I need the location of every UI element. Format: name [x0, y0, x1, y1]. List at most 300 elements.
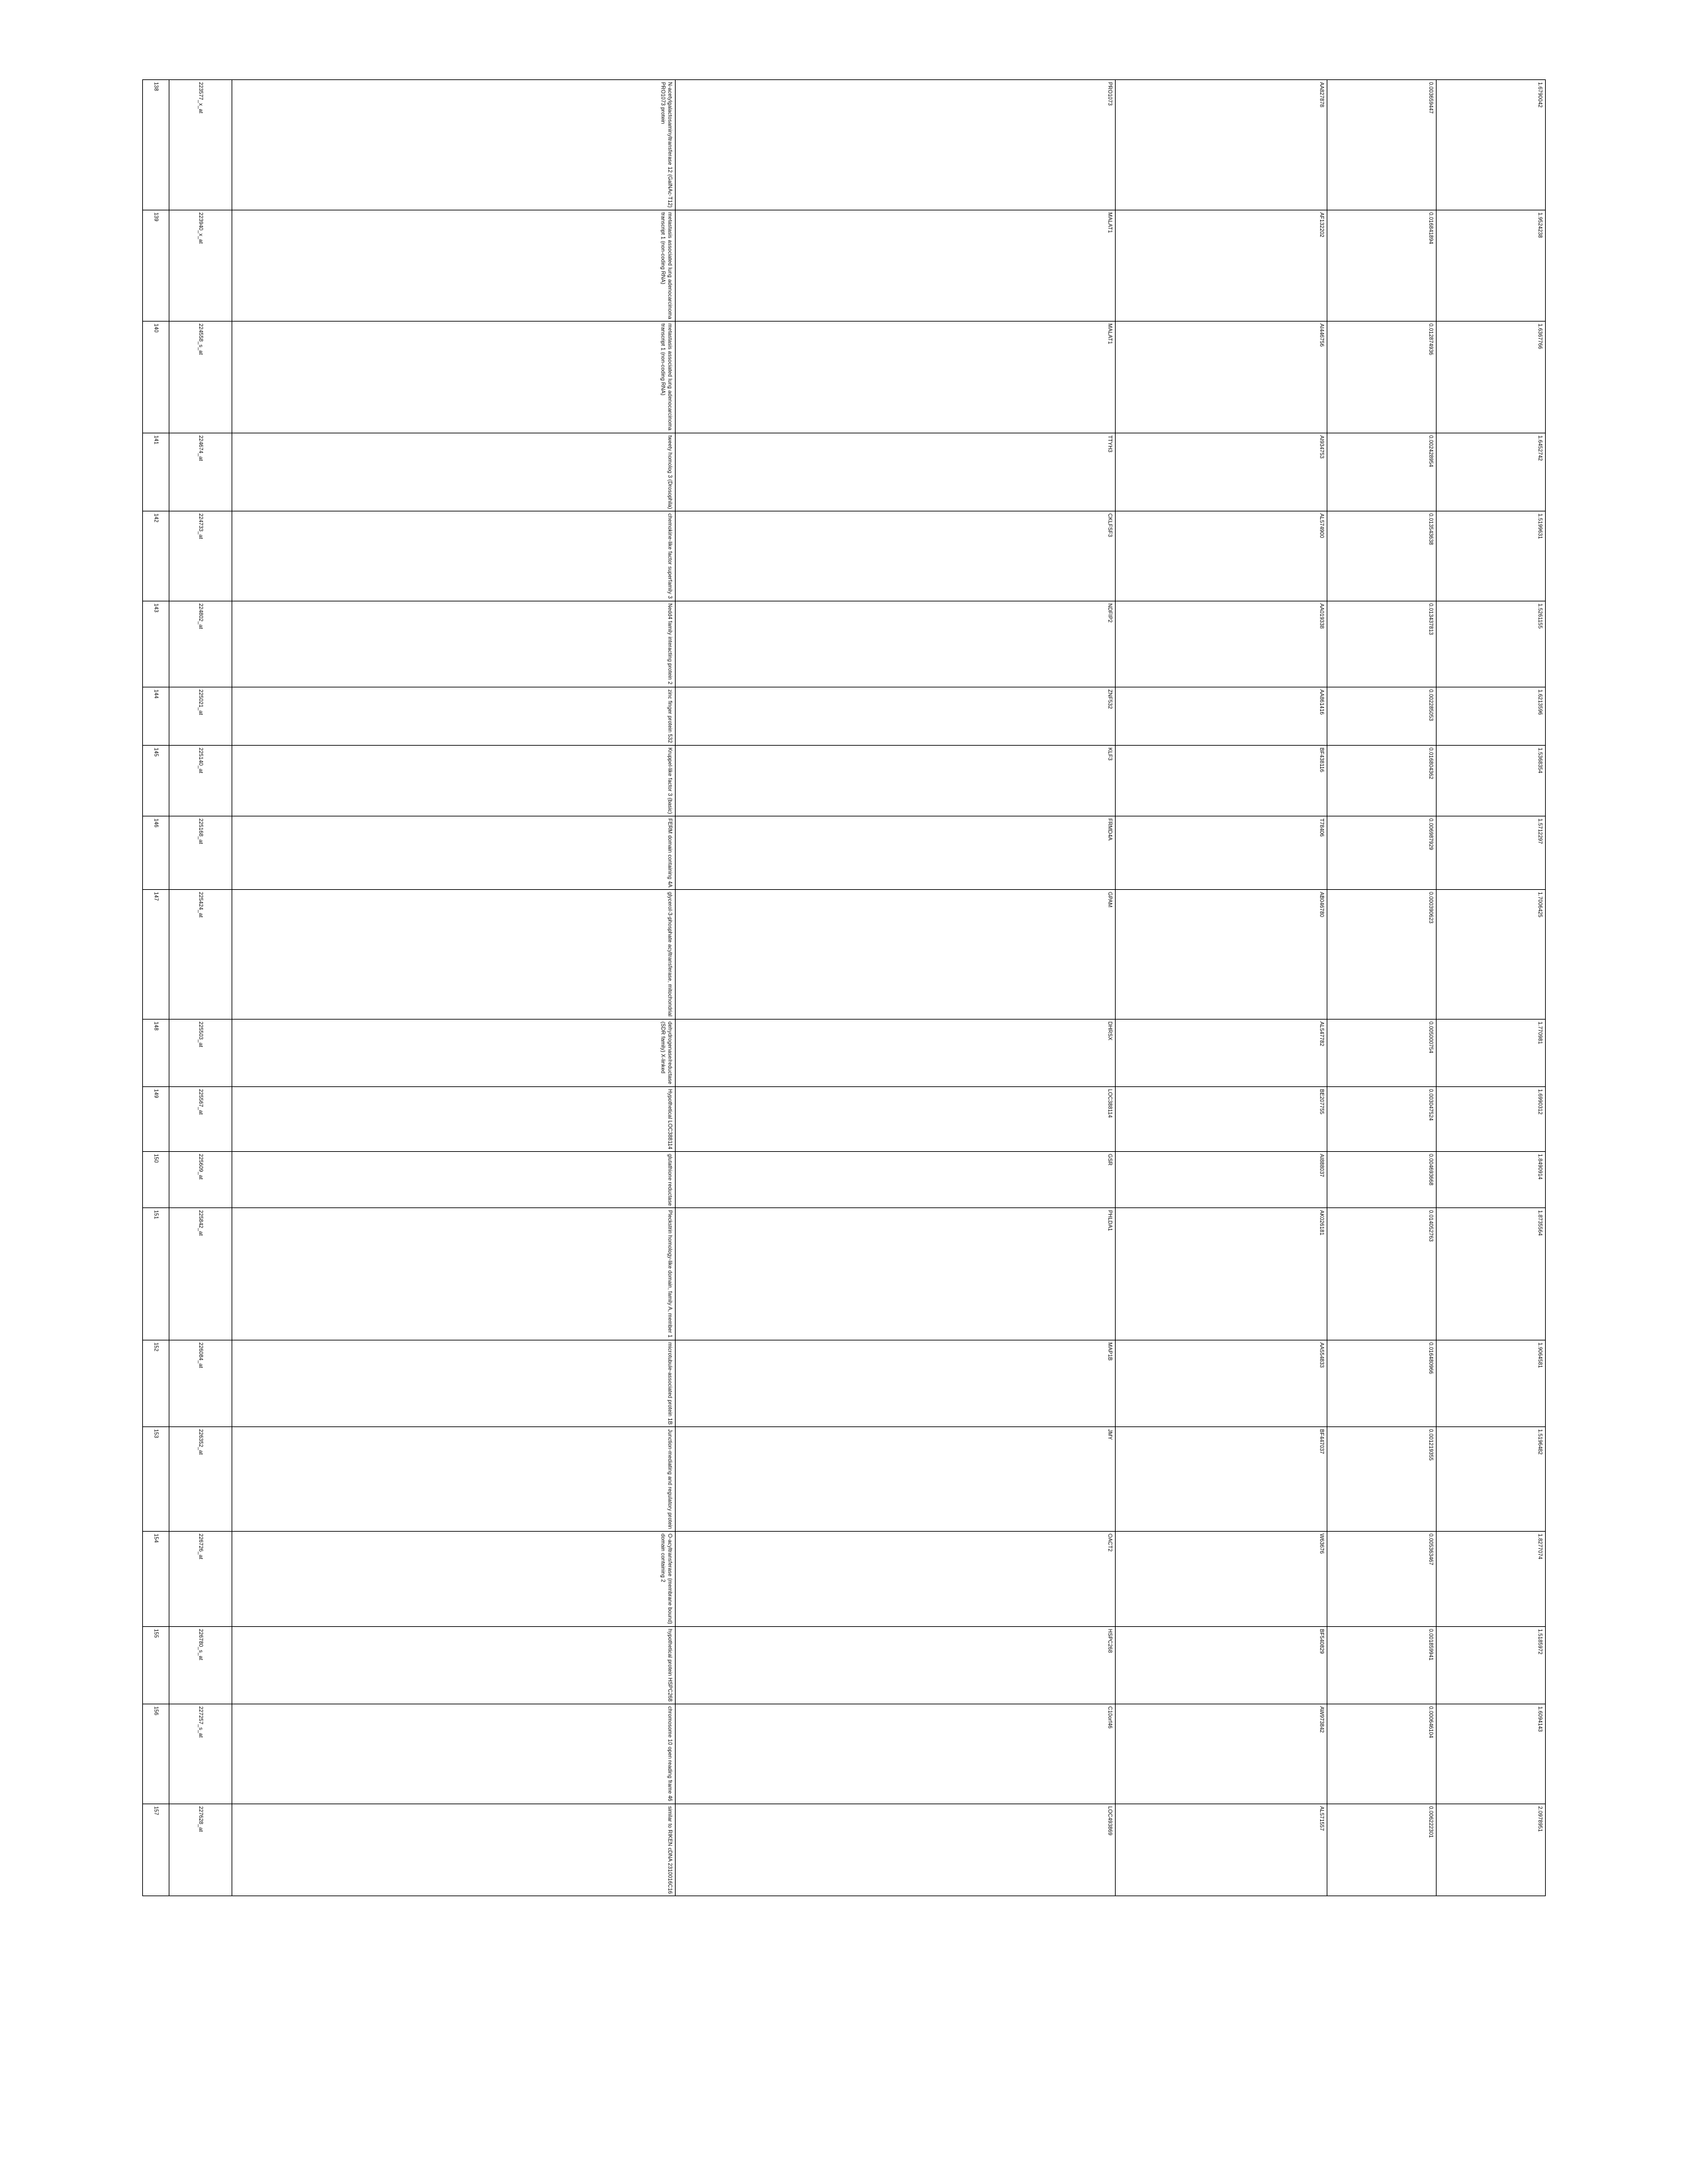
gene-symbol-text: MAP1B — [1107, 1342, 1113, 1361]
row-number-text: 154 — [153, 1534, 159, 1544]
probe-set-id-text: 225021_at — [198, 689, 204, 715]
probe-set-id-text: 223940_x_at — [198, 212, 204, 244]
accession-text: T78406 — [1319, 818, 1325, 837]
gene-symbol-text: GSR — [1107, 1153, 1113, 1166]
accession-text: BF438116 — [1319, 747, 1325, 772]
row-number-text: 143 — [153, 603, 159, 613]
table-row — [143, 1208, 1546, 1340]
cell-gene-description — [232, 433, 676, 511]
cell-gene-symbol — [676, 1086, 1116, 1151]
accession-text: AA019338 — [1319, 603, 1325, 629]
gene-symbol-text: KLF3 — [1107, 747, 1113, 761]
cell-row-number — [143, 745, 169, 816]
cell-p-value — [1327, 1532, 1437, 1627]
cell-probe-set-id — [169, 1151, 232, 1208]
fold-change-text: 1.7006425 — [1537, 892, 1543, 918]
cell-accession — [1116, 80, 1327, 210]
cell-row-number — [143, 1704, 169, 1804]
table-row — [143, 1019, 1546, 1086]
cell-fold-change — [1437, 511, 1546, 601]
cell-gene-description — [232, 890, 676, 1019]
gene-description-text: glycerol-3-phosphate acyltransferase, mitochondrial — [667, 892, 673, 1017]
cell-fold-change — [1437, 80, 1546, 210]
cell-p-value — [1327, 687, 1437, 745]
accession-text: AI934753 — [1319, 435, 1325, 459]
fold-change-text: 1.6213596 — [1537, 689, 1543, 715]
cell-p-value — [1327, 1627, 1437, 1704]
probe-set-id-text: 226352_at — [198, 1429, 204, 1455]
row-number-text: 152 — [153, 1342, 159, 1352]
cell-row-number — [143, 1208, 169, 1340]
cell-gene-description — [232, 1019, 676, 1086]
p-value-text: 0.005000754 — [1428, 1021, 1434, 1053]
fold-change-text: 1.6990312 — [1537, 1088, 1543, 1115]
cell-gene-symbol — [676, 1704, 1116, 1804]
probe-set-id-text: 227257_s_at — [198, 1706, 204, 1738]
cell-row-number — [143, 1427, 169, 1532]
cell-fold-change — [1437, 322, 1546, 433]
accession-text: AF132202 — [1319, 212, 1325, 238]
accession-text: BF447037 — [1319, 1429, 1325, 1454]
table-row — [143, 745, 1546, 816]
cell-p-value — [1327, 890, 1437, 1019]
cell-gene-description — [232, 601, 676, 687]
cell-fold-change — [1437, 816, 1546, 890]
probe-set-id-text: 226780_s_at — [198, 1629, 204, 1661]
cell-probe-set-id — [169, 1340, 232, 1426]
p-value-text: 0.012874936 — [1428, 324, 1434, 356]
cell-row-number — [143, 511, 169, 601]
cell-p-value — [1327, 1086, 1437, 1151]
row-number-text: 139 — [153, 212, 159, 222]
cell-row-number — [143, 1151, 169, 1208]
gene-description-text: chemokine-like factor superfamily 3 — [667, 513, 673, 599]
cell-row-number — [143, 80, 169, 210]
row-number-text: 144 — [153, 689, 159, 699]
accession-text: AL571557 — [1319, 1806, 1325, 1831]
accession-text: AL547782 — [1319, 1021, 1325, 1047]
table-row — [143, 1151, 1546, 1208]
gene-symbol-text: GPAM — [1107, 892, 1113, 908]
accession-text: AL574900 — [1319, 513, 1325, 539]
probe-set-id-text: 224558_s_at — [198, 324, 204, 355]
fold-change-text: 1.9524238 — [1537, 212, 1543, 238]
cell-probe-set-id — [169, 322, 232, 433]
cell-gene-symbol — [676, 1208, 1116, 1340]
cell-row-number — [143, 433, 169, 511]
cell-accession — [1116, 1208, 1327, 1340]
cell-fold-change — [1437, 687, 1546, 745]
cell-p-value — [1327, 1151, 1437, 1208]
fold-change-text: 1.5196482 — [1537, 1429, 1543, 1455]
gene-description-text: Pleckstrin homology-like domain, family A, member 1 — [667, 1210, 673, 1338]
gene-expression-table — [142, 79, 1546, 1896]
cell-probe-set-id — [169, 511, 232, 601]
gene-description-text: O-acyltransferase (membrane bound) domain containing 2 — [660, 1534, 673, 1625]
row-number-text: 157 — [153, 1806, 159, 1815]
cell-accession — [1116, 601, 1327, 687]
p-value-text: 0.002428954 — [1428, 435, 1434, 467]
gene-symbol-text: HSPC268 — [1107, 1629, 1113, 1653]
cell-probe-set-id — [169, 745, 232, 816]
table-row — [143, 687, 1546, 745]
cell-row-number — [143, 816, 169, 890]
cell-gene-symbol — [676, 601, 1116, 687]
cell-accession — [1116, 1019, 1327, 1086]
cell-gene-symbol — [676, 322, 1116, 433]
table-row — [143, 1427, 1546, 1532]
gene-table-body — [143, 80, 1546, 1896]
cell-p-value — [1327, 322, 1437, 433]
accession-text: AB046780 — [1319, 892, 1325, 918]
gene-description-text: dehydrogenase/reductase (SDR family) X-linked — [660, 1021, 673, 1084]
gene-symbol-text: JMY — [1107, 1429, 1113, 1440]
cell-gene-symbol — [676, 1427, 1116, 1532]
gene-description-text: FERM domain containing 4A — [667, 818, 673, 888]
p-value-text: 0.001859941 — [1428, 1629, 1434, 1661]
p-value-text: 0.014052763 — [1428, 1210, 1434, 1242]
accession-text: AA861416 — [1319, 689, 1325, 715]
gene-symbol-text: LOC493869 — [1107, 1806, 1113, 1835]
cell-accession — [1116, 210, 1327, 322]
table-row — [143, 601, 1546, 687]
row-number-text: 150 — [153, 1153, 159, 1163]
gene-description-text: glutathione reductase — [667, 1153, 673, 1206]
cell-row-number — [143, 322, 169, 433]
gene-symbol-text: MALAT1 — [1107, 324, 1113, 345]
probe-set-id-text: 225503_at — [198, 1021, 204, 1047]
gene-symbol-text: NDFIP2 — [1107, 603, 1113, 623]
gene-description-text: tweety homolog 3 (Drosophila) — [667, 435, 673, 509]
fold-change-text: 1.5261155 — [1537, 603, 1543, 629]
p-value-text: 0.003047524 — [1428, 1088, 1434, 1121]
cell-p-value — [1327, 1704, 1437, 1804]
gene-symbol-text: CKLFSF3 — [1107, 513, 1113, 538]
cell-fold-change — [1437, 1532, 1546, 1627]
cell-accession — [1116, 890, 1327, 1019]
cell-fold-change — [1437, 433, 1546, 511]
probe-set-id-text: 225842_at — [198, 1210, 204, 1236]
probe-set-id-text: 226084_at — [198, 1342, 204, 1368]
cell-p-value — [1327, 511, 1437, 601]
cell-gene-description — [232, 1086, 676, 1151]
cell-accession — [1116, 745, 1327, 816]
gene-description-text: Hypothetical LOC388114 — [667, 1088, 673, 1149]
cell-probe-set-id — [169, 1208, 232, 1340]
cell-fold-change — [1437, 1627, 1546, 1704]
cell-fold-change — [1437, 1704, 1546, 1804]
table-row — [143, 1340, 1546, 1426]
p-value-text: 0.013543638 — [1428, 513, 1434, 546]
table-row — [143, 511, 1546, 601]
table-row — [143, 1627, 1546, 1704]
gene-description-text: chromosome 10 open reading frame 46 — [667, 1706, 673, 1802]
row-number-text: 155 — [153, 1629, 159, 1638]
p-value-text: 0.001219355 — [1428, 1429, 1434, 1461]
p-value-text: 0.016480966 — [1428, 1342, 1434, 1374]
gene-description-text: similar to RIKEN cDNA 2310016C16 — [667, 1806, 673, 1894]
cell-p-value — [1327, 210, 1437, 322]
gene-description-text: metastasis associated lung adenocarcinoma transcript 1 (non-coding RNA) — [660, 324, 673, 431]
gene-symbol-text: OACT2 — [1107, 1534, 1113, 1552]
cell-gene-symbol — [676, 687, 1116, 745]
p-value-text: 0.000390623 — [1428, 892, 1434, 924]
gene-description-text: Nedd4 family interacting protein 2 — [667, 603, 673, 685]
cell-gene-description — [232, 1704, 676, 1804]
probe-set-id-text: 225424_at — [198, 892, 204, 918]
cell-gene-description — [232, 745, 676, 816]
cell-gene-description — [232, 1627, 676, 1704]
cell-probe-set-id — [169, 1019, 232, 1086]
p-value-text: 0.006222301 — [1428, 1806, 1434, 1838]
cell-row-number — [143, 601, 169, 687]
gene-description-text: N-acetylgalactosaminyltransferase 12 (GalNAc-T12) PRO1073 protein — [660, 82, 673, 208]
gene-symbol-text: MALAT1 — [1107, 212, 1113, 233]
cell-probe-set-id — [169, 1704, 232, 1804]
cell-probe-set-id — [169, 1804, 232, 1896]
probe-set-id-text: 227628_at — [198, 1806, 204, 1832]
row-number-text: 140 — [153, 324, 159, 333]
cell-probe-set-id — [169, 1532, 232, 1627]
gene-symbol-text: ZNF532 — [1107, 689, 1113, 709]
gene-description-text: hypothetical protein HSPC268 — [667, 1629, 673, 1702]
fold-change-text: 1.770981 — [1537, 1021, 1543, 1044]
cell-probe-set-id — [169, 80, 232, 210]
cell-fold-change — [1437, 1208, 1546, 1340]
table-row — [143, 1704, 1546, 1804]
probe-set-id-text: 226726_at — [198, 1534, 204, 1560]
fold-change-text: 1.8277074 — [1537, 1534, 1543, 1560]
cell-gene-symbol — [676, 745, 1116, 816]
cell-gene-symbol — [676, 890, 1116, 1019]
cell-gene-symbol — [676, 1804, 1116, 1896]
cell-probe-set-id — [169, 601, 232, 687]
table-row — [143, 1804, 1546, 1896]
gene-description-text: Kruppel-like factor 3 (basic) — [667, 747, 673, 814]
cell-gene-description — [232, 1340, 676, 1426]
cell-p-value — [1327, 1804, 1437, 1896]
cell-p-value — [1327, 1208, 1437, 1340]
cell-p-value — [1327, 1427, 1437, 1532]
gene-symbol-text: FRMD4A — [1107, 818, 1113, 841]
fold-change-text: 1.5368354 — [1537, 747, 1543, 773]
cell-row-number — [143, 1804, 169, 1896]
row-number-text: 156 — [153, 1706, 159, 1716]
cell-gene-description — [232, 816, 676, 890]
probe-set-id-text: 224674_at — [198, 435, 204, 461]
table-row — [143, 1532, 1546, 1627]
cell-accession — [1116, 816, 1327, 890]
cell-probe-set-id — [169, 1427, 232, 1532]
accession-text: AK026181 — [1319, 1210, 1325, 1236]
cell-p-value — [1327, 1340, 1437, 1426]
cell-fold-change — [1437, 1340, 1546, 1426]
cell-accession — [1116, 322, 1327, 433]
cell-probe-set-id — [169, 890, 232, 1019]
cell-fold-change — [1437, 1427, 1546, 1532]
accession-text: AI888037 — [1319, 1153, 1325, 1177]
cell-gene-description — [232, 1427, 676, 1532]
probe-set-id-text: 224733_at — [198, 513, 204, 540]
cell-gene-symbol — [676, 210, 1116, 322]
cell-fold-change — [1437, 1086, 1546, 1151]
p-value-text: 0.016841894 — [1428, 212, 1434, 244]
cell-probe-set-id — [169, 433, 232, 511]
row-number-text: 142 — [153, 513, 159, 523]
gene-symbol-text: LOC388114 — [1107, 1088, 1113, 1117]
fold-change-text: 1.6367766 — [1537, 324, 1543, 350]
cell-gene-description — [232, 210, 676, 322]
probe-set-id-text: 225609_at — [198, 1153, 204, 1180]
accession-text: BE207755 — [1319, 1088, 1325, 1114]
cell-probe-set-id — [169, 210, 232, 322]
gene-symbol-text: TTYH3 — [1107, 435, 1113, 453]
cell-fold-change — [1437, 890, 1546, 1019]
gene-description-text: microtubule-associated protein 1B — [667, 1342, 673, 1425]
cell-fold-change — [1437, 745, 1546, 816]
cell-p-value — [1327, 80, 1437, 210]
cell-gene-symbol — [676, 80, 1116, 210]
row-number-text: 151 — [153, 1210, 159, 1219]
cell-gene-symbol — [676, 816, 1116, 890]
cell-gene-description — [232, 1804, 676, 1896]
table-row — [143, 816, 1546, 890]
row-number-text: 149 — [153, 1088, 159, 1098]
table-row — [143, 80, 1546, 210]
cell-gene-symbol — [676, 1532, 1116, 1627]
cell-row-number — [143, 1340, 169, 1426]
cell-gene-description — [232, 80, 676, 210]
p-value-text: 0.016804362 — [1428, 747, 1434, 779]
cell-gene-symbol — [676, 1627, 1116, 1704]
row-number-text: 138 — [153, 82, 159, 91]
cell-fold-change — [1437, 601, 1546, 687]
p-value-text: 0.000646104 — [1428, 1706, 1434, 1739]
cell-gene-symbol — [676, 511, 1116, 601]
cell-accession — [1116, 1151, 1327, 1208]
cell-accession — [1116, 433, 1327, 511]
p-value-text: 0.005363467 — [1428, 1534, 1434, 1566]
cell-gene-description — [232, 1532, 676, 1627]
row-number-text: 147 — [153, 892, 159, 902]
p-value-text: 0.006987929 — [1428, 818, 1434, 850]
cell-gene-description — [232, 687, 676, 745]
fold-change-text: 1.5185972 — [1537, 1629, 1543, 1655]
cell-gene-description — [232, 322, 676, 433]
cell-accession — [1116, 1086, 1327, 1151]
cell-gene-description — [232, 1151, 676, 1208]
p-value-text: 0.002285053 — [1428, 689, 1434, 721]
fold-change-text: 1.5712297 — [1537, 818, 1543, 844]
gene-symbol-text: PHLDA1 — [1107, 1210, 1113, 1231]
cell-accession — [1116, 1532, 1327, 1627]
accession-text: BF540829 — [1319, 1629, 1325, 1654]
cell-row-number — [143, 1086, 169, 1151]
gene-symbol-text: DHRSX — [1107, 1021, 1113, 1041]
cell-accession — [1116, 1427, 1327, 1532]
cell-p-value — [1327, 601, 1437, 687]
cell-probe-set-id — [169, 816, 232, 890]
cell-p-value — [1327, 433, 1437, 511]
fold-change-text: 1.6094143 — [1537, 1706, 1543, 1732]
probe-set-id-text: 225567_at — [198, 1088, 204, 1115]
accession-text: AA827878 — [1319, 82, 1325, 108]
cell-fold-change — [1437, 1151, 1546, 1208]
accession-text: AI446756 — [1319, 324, 1325, 347]
probe-set-id-text: 224802_at — [198, 603, 204, 629]
row-number-text: 141 — [153, 435, 159, 445]
cell-probe-set-id — [169, 1086, 232, 1151]
gene-description-text: zinc finger protein 532 — [667, 689, 673, 743]
cell-probe-set-id — [169, 687, 232, 745]
cell-gene-symbol — [676, 1340, 1116, 1426]
fold-change-text: 2.0978951 — [1537, 1806, 1543, 1832]
row-number-text: 146 — [153, 818, 159, 828]
cell-accession — [1116, 1340, 1327, 1426]
row-number-text: 153 — [153, 1429, 159, 1438]
gene-description-text: metastasis associated lung adenocarcinoma transcript 1 (non-coding RNA) — [660, 212, 673, 320]
accession-text: AW973842 — [1319, 1706, 1325, 1733]
p-value-text: 0.004693668 — [1428, 1153, 1434, 1186]
cell-probe-set-id — [169, 1627, 232, 1704]
cell-accession — [1116, 1804, 1327, 1896]
cell-row-number — [143, 1019, 169, 1086]
cell-fold-change — [1437, 1804, 1546, 1896]
cell-p-value — [1327, 816, 1437, 890]
cell-gene-symbol — [676, 433, 1116, 511]
fold-change-text: 1.9064581 — [1537, 1342, 1543, 1368]
cell-accession — [1116, 1704, 1327, 1804]
fold-change-text: 1.8490914 — [1537, 1153, 1543, 1180]
fold-change-text: 1.5199631 — [1537, 513, 1543, 540]
cell-accession — [1116, 687, 1327, 745]
cell-gene-symbol — [676, 1151, 1116, 1208]
accession-text: W63676 — [1319, 1534, 1325, 1554]
cell-gene-description — [232, 1208, 676, 1340]
cell-p-value — [1327, 1019, 1437, 1086]
cell-accession — [1116, 511, 1327, 601]
table-row — [143, 890, 1546, 1019]
gene-symbol-text: C10orf46 — [1107, 1706, 1113, 1729]
table-row — [143, 1086, 1546, 1151]
table-row — [143, 433, 1546, 511]
gene-description-text: Junction-mediating and regulatory protein — [667, 1429, 673, 1530]
cell-gene-description — [232, 511, 676, 601]
cell-row-number — [143, 687, 169, 745]
cell-fold-change — [1437, 210, 1546, 322]
cell-accession — [1116, 1627, 1327, 1704]
cell-fold-change — [1437, 1019, 1546, 1086]
cell-row-number — [143, 210, 169, 322]
row-number-text: 148 — [153, 1021, 159, 1031]
probe-set-id-text: 225168_at — [198, 818, 204, 844]
row-number-text: 145 — [153, 747, 159, 757]
fold-change-text: 1.6790042 — [1537, 82, 1543, 108]
table-row — [143, 210, 1546, 322]
cell-gene-symbol — [676, 1019, 1116, 1086]
cell-row-number — [143, 1532, 169, 1627]
p-value-text: 0.003659447 — [1428, 82, 1434, 114]
p-value-text: 0.013437813 — [1428, 603, 1434, 636]
cell-row-number — [143, 1627, 169, 1704]
probe-set-id-text: 223577_x_at — [198, 82, 204, 114]
fold-change-text: 1.8735564 — [1537, 1210, 1543, 1236]
gene-symbol-text: PRO1073 — [1107, 82, 1113, 106]
table-row — [143, 322, 1546, 433]
cell-row-number — [143, 890, 169, 1019]
probe-set-id-text: 225140_at — [198, 747, 204, 773]
fold-change-text: 1.6452742 — [1537, 435, 1543, 461]
